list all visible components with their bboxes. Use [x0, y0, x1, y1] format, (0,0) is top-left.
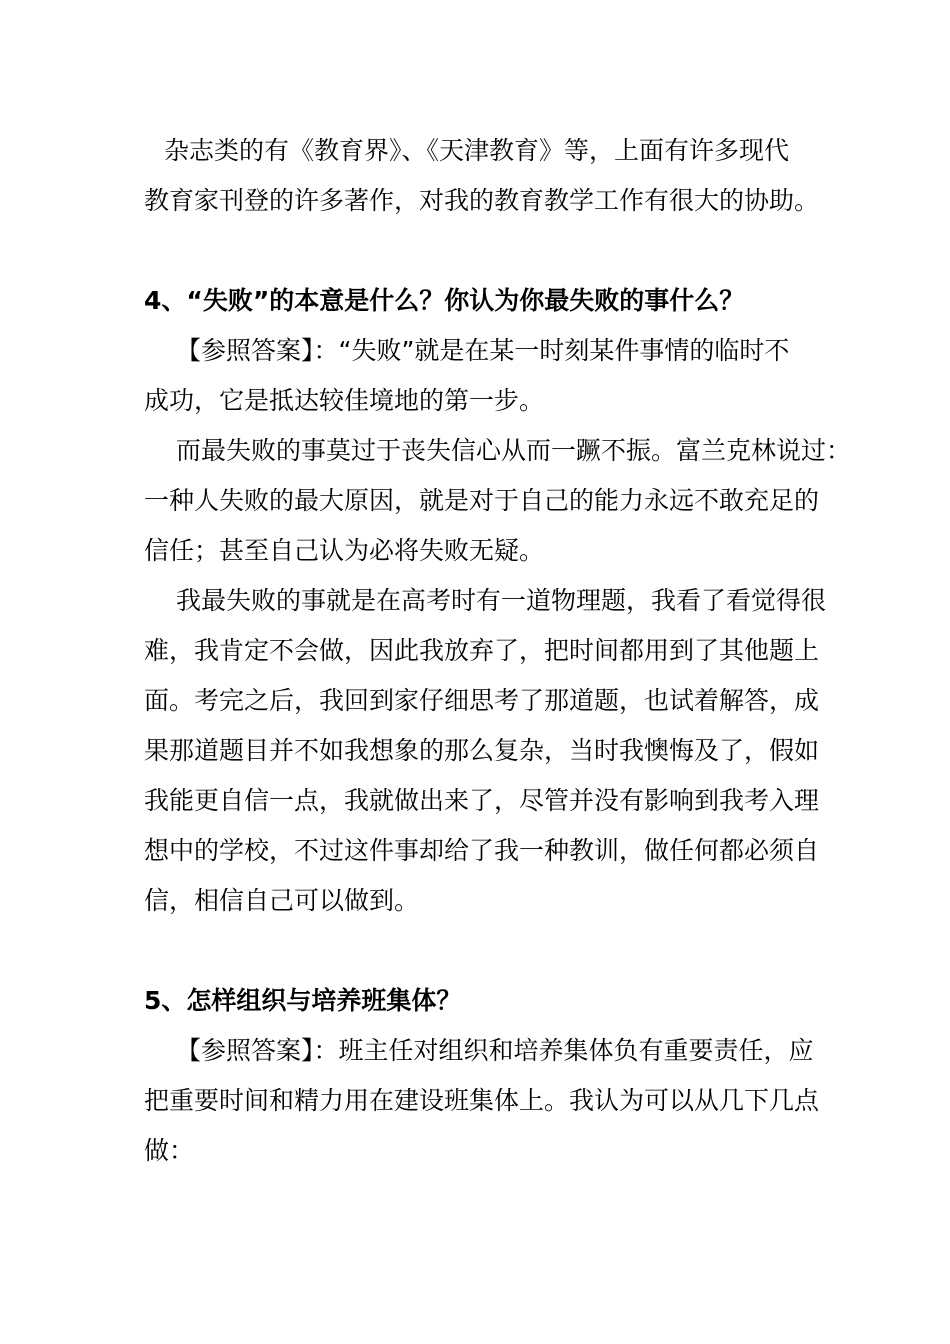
answer-line: 把重要时间和精力用在建设班集体上。我认为可以从几下几点	[144, 1086, 820, 1115]
answer-line: 而最失败的事莫过于丧失信心从而一蹶不振。富兰克林说过：	[176, 436, 852, 465]
question-heading: 4、“失败”的本意是什么？你认为你最失败的事什么？	[144, 286, 745, 315]
answer-line: 一种人失败的最大原因，就是对于自己的能力永远不敢充足的	[144, 486, 820, 515]
answer-line: 信，相信自己可以做到。	[144, 886, 420, 915]
answer-line: 信任；甚至自己认为必将失败无疑。	[144, 536, 545, 565]
answer-line: 面。考完之后，我回到家仔细思考了那道题，也试着解答，成	[144, 686, 820, 715]
answer-line: 【参照答案】：班主任对组织和培养集体负有重要责任，应	[176, 1036, 814, 1065]
answer-line: 难，我肯定不会做，因此我放弃了，把时间都用到了其他题上	[144, 636, 820, 665]
answer-line: 想中的学校，不过这件事却给了我一种教训，做任何都必须自	[144, 836, 820, 865]
answer-line: 【参照答案】：“失败”就是在某一时刻某件事情的临时不	[176, 336, 790, 365]
paragraph-line: 杂志类的有《教育界》、《天津教育》等，上面有许多现代	[164, 136, 790, 165]
answer-line: 成功，它是抵达较佳境地的第一步。	[144, 386, 545, 415]
paragraph-line: 教育家刊登的许多著作，对我的教育教学工作有很大的协助。	[144, 186, 820, 215]
question-heading: 5、怎样组织与培养班集体？	[144, 986, 462, 1015]
answer-line: 我最失败的事就是在高考时有一道物理题，我看了看觉得很	[176, 586, 827, 615]
answer-line: 做：	[144, 1136, 195, 1165]
answer-line: 我能更自信一点，我就做出来了，尽管并没有影响到我考入理	[144, 786, 820, 815]
answer-line: 果那道题目并不如我想象的那么复杂，当时我懊悔及了，假如	[144, 736, 820, 765]
